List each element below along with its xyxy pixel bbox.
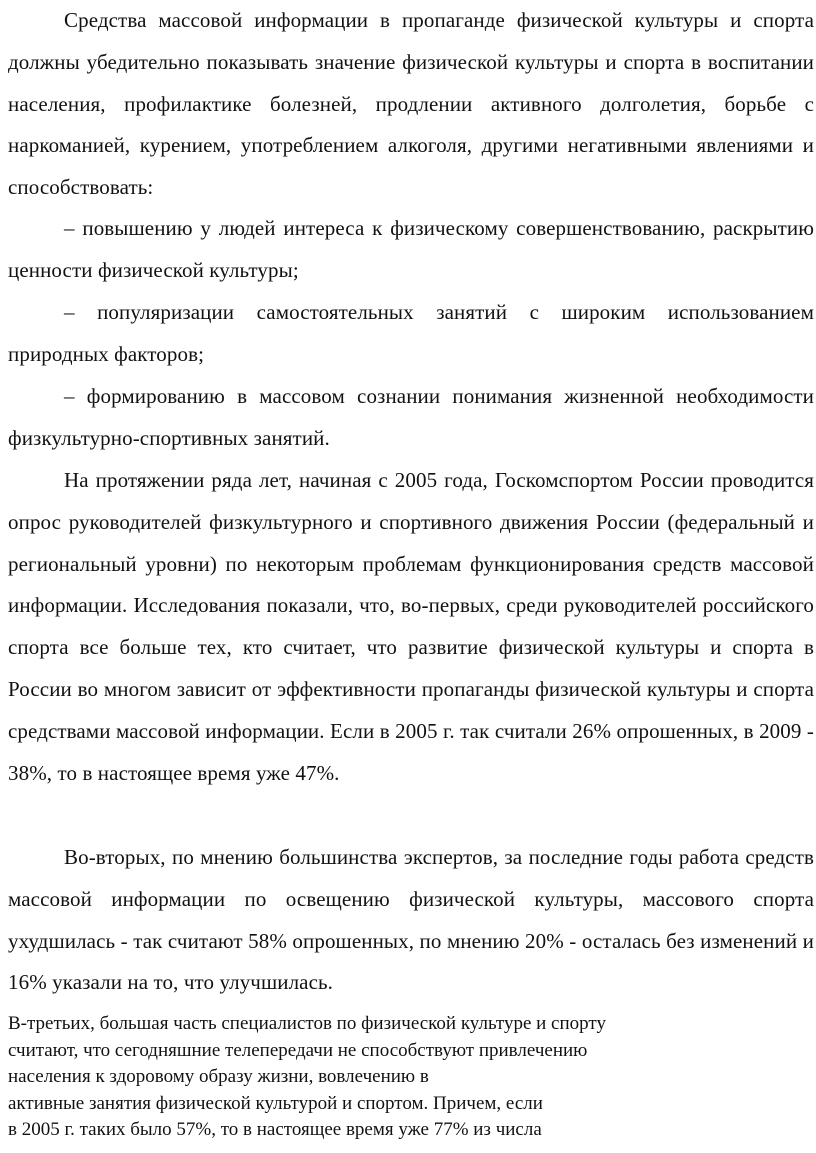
paragraph-second-finding: Во-вторых, по мнению большинства экспертов, за последние годы работа средств массовой информации по освещению физической культуры, массового спорта ухудшилась - так считают 58% опрошенных, по мнению 20% - осталась без изменений и 16% указали на то, что улучшилась. bbox=[8, 845, 814, 995]
list-item-awareness: – формированию в массовом сознании понимания жизненной необходимости физкультурно-спортивных занятий. bbox=[8, 384, 814, 450]
text-line: активные занятия физической культурой и спортом. Причем, если bbox=[8, 1092, 543, 1114]
text-line: в 2005 г. таких было 57%, то в настоящее время уже 77% из числа bbox=[8, 1119, 542, 1140]
list-item-interest: – повышению у людей интереса к физическому совершенствованию, раскрытию ценности физической культуры; bbox=[8, 216, 814, 282]
text-line: населения к здоровому образу жизни, вовлечению в bbox=[8, 1066, 429, 1087]
paragraph-third-finding bbox=[8, 1011, 808, 1144]
text-line: считают, что сегодняшние телепередачи не способствуют привлечению bbox=[8, 1039, 588, 1061]
paragraph-survey: На протяжении ряда лет, начиная с 2005 года, Госкомспортом России проводится опрос руководителей физкультурного и спортивного движения России (федеральный и региональный уровни) по некоторым проблемам функционирования средств массовой информации. Исследования показали, что, во-первых, среди руководителей российского спорта все больше тех, кто считает, что развитие физической культуры и спорта в России во многом зависит от эффективности пропаганды физической культуры и спорта средствами массовой информации. Если в 2005 г. так считали 26% опрошенных, в 2009 - 38%, то в настоящее время уже 47%. bbox=[8, 468, 814, 785]
list-item-popularization: – популяризации самостоятельных занятий с широким использованием природных факторов; bbox=[8, 300, 814, 366]
paragraph-media-role: Средства массовой информации в пропаганде физической культуры и спорта должны убедительно показывать значение физической культуры и спорта в воспитании населения, профилактике болезней, продлении активного долголетия, борьбе с наркоманией, курением, употреблением алкоголя, другими негативными явлениями и способствовать: bbox=[8, 8, 814, 200]
text-line: В-третьих, большая часть специалистов по физической культуре и спорту bbox=[8, 1013, 606, 1034]
